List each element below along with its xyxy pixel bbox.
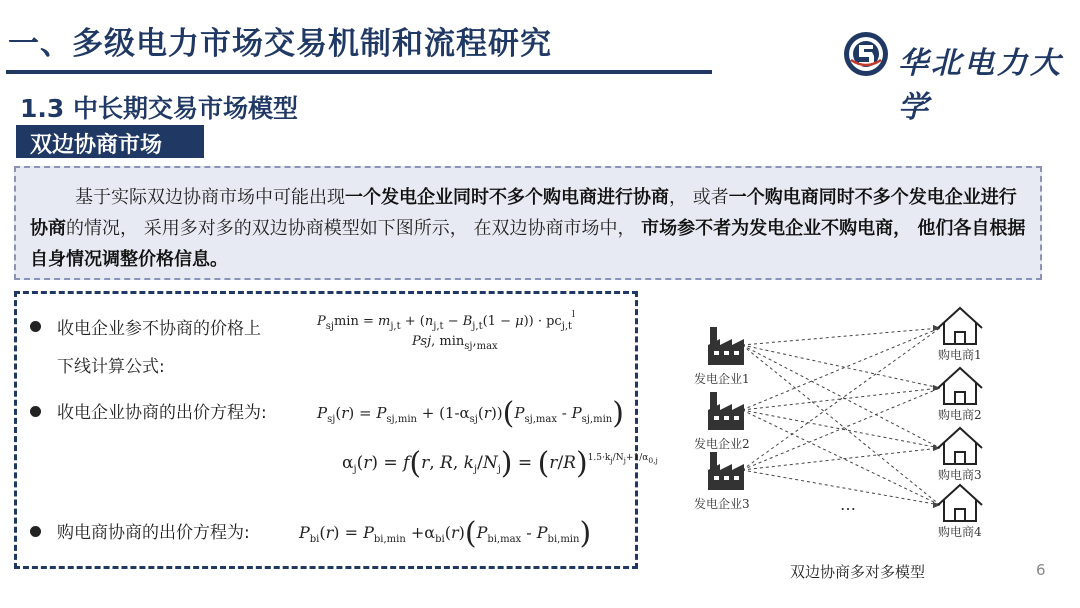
bilateral-model-diagram bbox=[690, 300, 1030, 545]
slide-title: 一、多级电力市场交易机制和流程研究 bbox=[8, 26, 552, 62]
bound-formula: $P_{sj}\min = m_{j,t} + (n_{j,t} - B_{j,t}(1 - \mu)) \cdot pc_{j,t}^l$ bbox=[317, 310, 575, 332]
title-divider bbox=[6, 70, 712, 74]
negotiation-link bbox=[742, 345, 940, 388]
generator-bid-formula: $P_{sj}(r) = P_{sj,min} + (1-\alpha_{sj}(r))(P_{sj,max} - P_{sj,min})$ bbox=[317, 396, 624, 431]
diagram-caption: 双边协商多对多模型 bbox=[790, 563, 926, 581]
section-heading: 1.3 中长期交易市场模型 bbox=[20, 94, 298, 123]
formula-box bbox=[14, 291, 658, 569]
diagram-ellipsis: … bbox=[840, 495, 856, 514]
buyer-label: 购电商4 bbox=[938, 525, 982, 539]
buyer-bid-label: 购电商协商的出价方程为: bbox=[57, 523, 250, 543]
buyer-label: 购电商2 bbox=[938, 408, 982, 422]
bullet-dot bbox=[30, 526, 41, 537]
negotiation-link bbox=[742, 448, 940, 470]
negotiation-link bbox=[742, 328, 940, 470]
generator-label: 发电企业2 bbox=[694, 437, 750, 451]
generator-label: 发电企业3 bbox=[694, 497, 750, 511]
negotiation-link bbox=[742, 345, 940, 448]
intro-emphasis-3: 市场参不者为发电企业不购电商， 他们各自根据自身情况调整价格信息。 bbox=[30, 218, 1026, 270]
page-number: 6 bbox=[1036, 561, 1046, 579]
university-logo-icon bbox=[842, 30, 890, 78]
university-name: 华北电力大学 bbox=[898, 46, 1063, 125]
negotiation-link bbox=[742, 328, 940, 345]
buyer-nodes bbox=[938, 308, 982, 539]
bound-formula-label: 收电企业参不协商的价格上 bbox=[57, 319, 261, 339]
intro-paragraph bbox=[30, 182, 1030, 275]
alpha-formula: $\alpha_j(r) = f(r$, R, $k_j/N_j) = (r/R)^{1.5\cdot k_j/N_j+1/\alpha_{0,j}}$ bbox=[342, 446, 658, 481]
intro-text-1: 基于实际双边协商市场中可能出现 bbox=[75, 187, 345, 208]
buyer-label: 购电商1 bbox=[938, 348, 982, 362]
buyer-label: 购电商3 bbox=[938, 468, 982, 482]
generator-bid-label: 收电企业协商的出价方程为: bbox=[57, 403, 267, 423]
factory-icon bbox=[708, 327, 744, 365]
negotiation-link bbox=[742, 345, 940, 505]
house-icon bbox=[938, 308, 982, 344]
intro-box bbox=[14, 166, 1042, 280]
intro-emphasis-2: 一个购电商同时不多个发电企业进行协商 bbox=[30, 187, 1017, 239]
bound-formula-label-cont: 下线计算公式: bbox=[57, 357, 165, 377]
house-icon bbox=[938, 368, 982, 404]
generator-nodes bbox=[694, 327, 750, 511]
buyer-bid-formula: $P_{bi}(r) = P_{bi,min} +\alpha_{bi}(r)(P_{bi,max} - P_{bi,min})$ bbox=[299, 516, 592, 551]
factory-icon bbox=[708, 392, 744, 430]
intro-text-2: ， 或者 bbox=[669, 187, 729, 208]
market-type-label: 双边协商市场 bbox=[30, 133, 163, 158]
negotiation-links bbox=[742, 325, 940, 508]
generator-label: 发电企业1 bbox=[694, 372, 750, 386]
bullet-dot bbox=[30, 321, 41, 332]
house-icon bbox=[938, 428, 982, 464]
intro-emphasis-1: 一个发电企业同时不多个购电商进行协商 bbox=[345, 187, 669, 208]
factory-icon bbox=[708, 452, 744, 490]
bullet-dot bbox=[30, 406, 41, 417]
market-type-tag bbox=[16, 125, 204, 158]
intro-text-3: 的情况， 采用多对多的双边协商模型如下图所示， 在双边协商市场中， bbox=[66, 218, 642, 239]
house-icon bbox=[938, 485, 982, 521]
bound-formula-max: Psj, $\min_{sj},_{max}$ bbox=[412, 334, 498, 352]
negotiation-link bbox=[742, 410, 940, 448]
